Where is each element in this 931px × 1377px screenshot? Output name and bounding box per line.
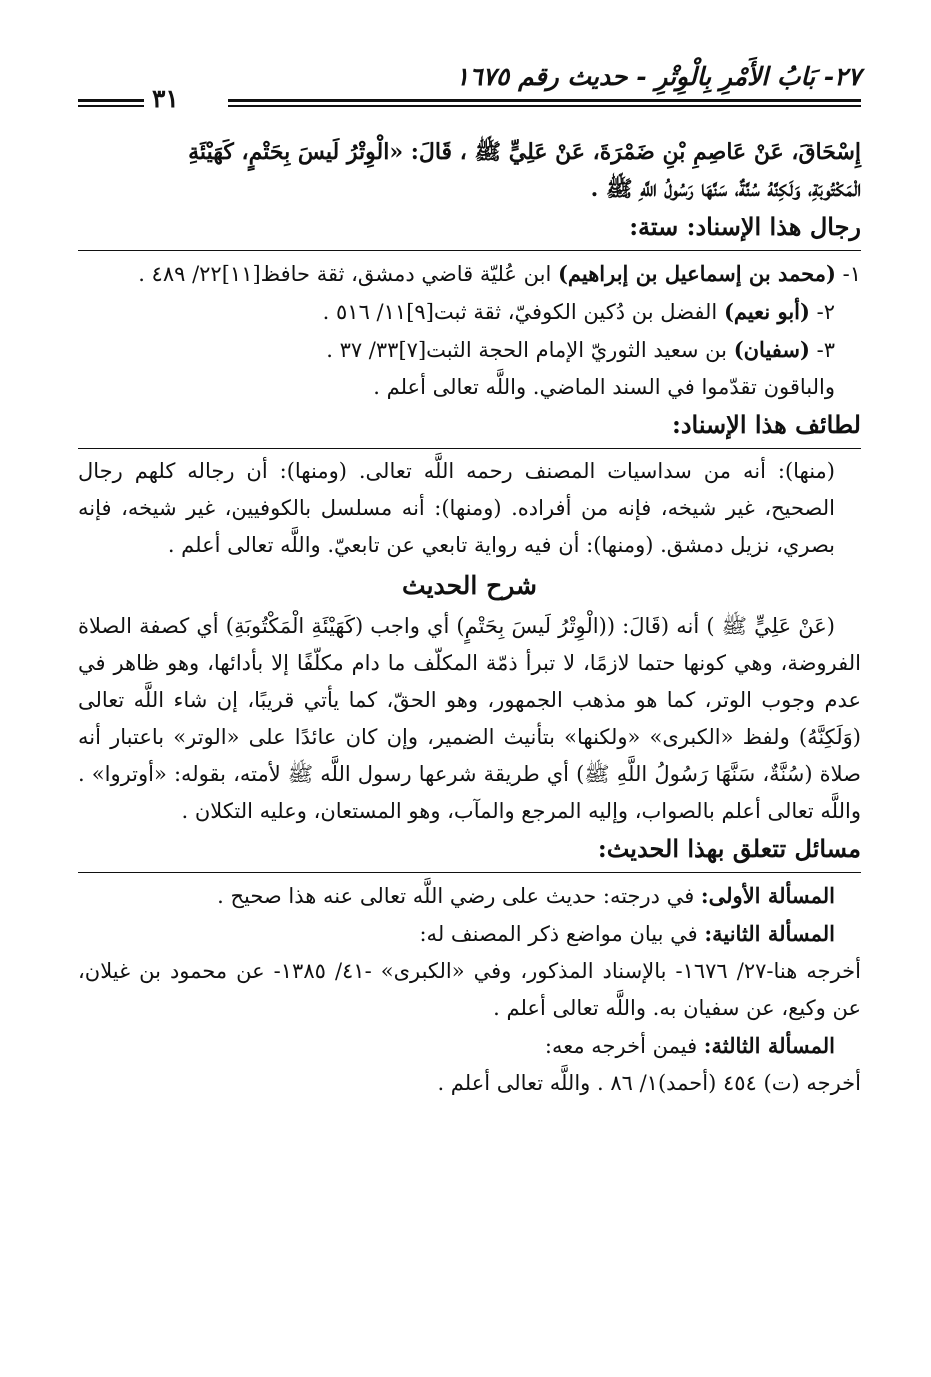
header-rule-short — [78, 105, 144, 107]
narrator-number: ١- — [835, 262, 861, 286]
narrators-heading: رجال هذا الإسناد: ستة: — [629, 212, 861, 241]
header-rule — [228, 99, 861, 102]
narrator-description: بن سعيد الثوريّ الإمام الحجة الثبت[٧]٣٣/ ٣٧ . — [326, 338, 734, 362]
narrator-name: (محمد بن إسماعيل بن إبراهيم) — [557, 261, 836, 286]
narrator-number: ٣- — [809, 338, 835, 362]
section-rule — [78, 448, 861, 449]
narrator-name: (أبو نعيم) — [723, 299, 810, 324]
issue-text: في درجته: حديث على رضي اللَّه تعالى عنه هذا صحيح . — [217, 884, 701, 908]
issue-label: المسألة الأولى: — [700, 883, 835, 908]
header-rule — [228, 105, 861, 107]
issues-heading: مسائل تتعلق بهذا الحديث: — [597, 834, 861, 863]
page-content — [78, 134, 861, 1102]
subtleties-text: (منها): أنه من سداسيات المصنف رحمه اللَّه تعالى. (ومنها): أن رجاله كلهم رجال الصحيح، غير شيخه، فإنه من أفراده. (ومنها): أنه مسلسل بالكوفيين، غير شيخه، فإنه بصري، نزيل دمشق. (ومنها): أن فيه رواية تابعي عن تابعيّ. واللَّه تعالى أعلم . — [78, 459, 835, 557]
page-header — [78, 62, 861, 122]
hadith-text-line: الْمَكْتُوبَةِ، وَلَكِنَّهُ سُنَّةٌ، سَنَّهَا رَسُولُ اللَّهِ ﷺ . — [590, 176, 861, 202]
narrator-item — [78, 255, 861, 293]
issue-third-body: أخرجه (ت) ٤٥٤ (أحمد)١/ ٨٦ . واللَّه تعالى أعلم . — [437, 1071, 861, 1095]
narrator-description: الفضل بن دُكين الكوفيّ، ثقة ثبت[٩]١١/ ٥١٦ . — [322, 300, 724, 324]
narrators-remainder: والباقون تقدّموا في السند الماضي. واللَّه تعالى أعلم . — [373, 375, 835, 399]
issue-first — [78, 877, 861, 915]
narrator-item — [78, 331, 861, 369]
explanation-heading: شرح الحديث — [402, 571, 537, 600]
running-title: ٢٧- بَابُ الأَمْرِ بِالْوِتْرِ - حديث رقم ١٦٧٥ — [455, 62, 861, 91]
issue-second-body: أخرجه هنا-٢٧/ ١٦٧٦- بالإسناد المذكور، وفي «الكبرى» -٤١/ ١٣٨٥- عن محمود بن غيلان، عن وكيع، عن سفيان به. واللَّه تعالى أعلم . — [78, 959, 861, 1020]
hadith-text-line: إِسْحَاقَ، عَنْ عَاصِمِ بْنِ ضَمْرَةَ، عَنْ عَلِيٍّ ﷺ ، قَالَ: «الْوِتْرُ لَيسَ بِحَتْمٍ، كَهَيْئَةِ — [188, 139, 861, 165]
section-rule — [78, 250, 861, 251]
subtleties-heading: لطائف هذا الإسناد: — [671, 410, 861, 439]
issue-label: المسألة الثانية: — [704, 921, 835, 946]
narrator-number: ٢- — [809, 300, 835, 324]
section-rule — [78, 872, 861, 873]
narrator-name: (سفيان) — [733, 337, 810, 362]
issue-text: فيمن أخرجه معه: — [544, 1034, 704, 1058]
narrator-description: ابن عُليّة قاضي دمشق، ثقة حافظ[١١]٢٢/ ٤٨٩ . — [138, 262, 558, 286]
issue-label: المسألة الثالثة: — [703, 1033, 835, 1058]
issue-second — [78, 915, 861, 953]
narrator-item — [78, 293, 861, 331]
header-rule-short — [78, 99, 144, 102]
issue-third — [78, 1027, 861, 1065]
explanation-text: (عَنْ عَلِيٍّ ﷺ ) أنه (قَالَ: ((الْوِتْرُ لَيسَ بِحَتْمٍ) أي واجب (كَهَيْئَةِ الْمَكْتُوبَةِ) أي كصفة الصلاة الفروضة، وهي كونها حتما لازمًا، لا تبرأ ذمّة المكلّف ما دام مكلّفًا إلا بأدائها، وهو ظاهر في عدم وجوب الوتر، كما هو مذهب الجمهور، وهو الحقّ، كما يأتي قريبًا، إن شاء اللَّه تعالى (وَلَكِنَّهُ) ولفظ «الكبرى» «ولكنها» بتأنيث الضمير، وإن كان عائدًا على «الوتر» باعتبار أنه صلاة (سُنَّةٌ، سَنَّهَا رَسُولُ اللَّهِ ﷺ) أي طريقة شرعها رسول اللَّه ﷺ لأمته، بقوله: «أوتروا» . واللَّه تعالى أعلم بالصواب، وإليه المرجع والمآب، وهو المستعان، وعليه التكلان . — [78, 614, 861, 823]
page-number: ٣١ — [152, 84, 179, 113]
issue-text: في بيان مواضع ذكر المصنف له: — [419, 922, 705, 946]
